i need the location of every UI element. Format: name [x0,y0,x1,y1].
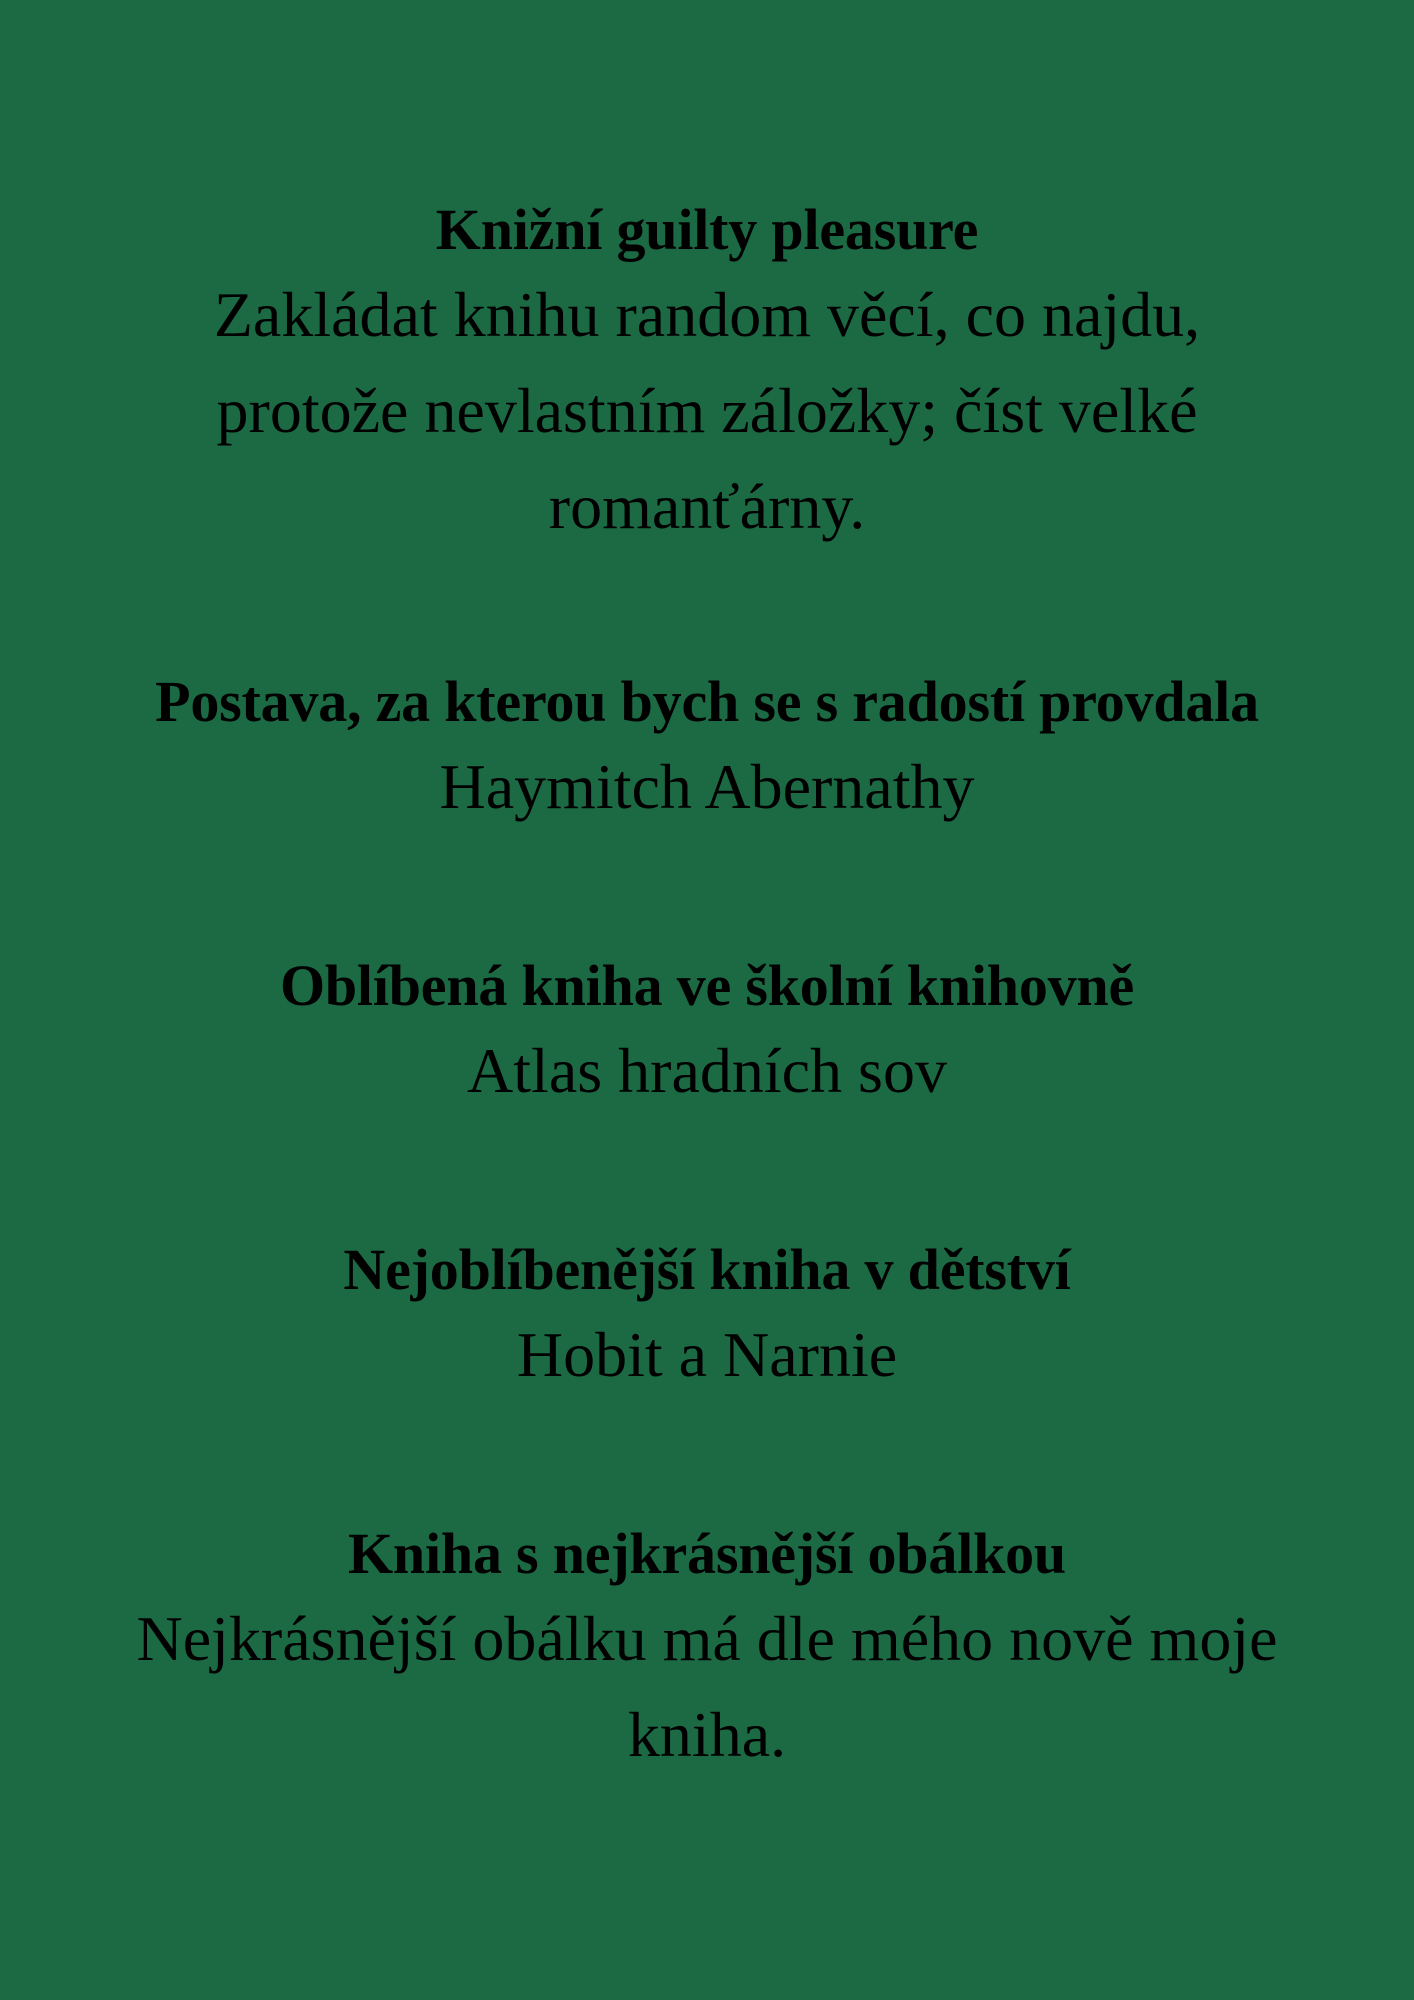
answer-text: Atlas hradních sov [467,1035,947,1106]
question-heading: Knižní guilty pleasure [435,197,979,262]
qa-section-guilty-pleasure [40,195,1374,555]
question-heading: Oblíbená kniha ve školní knihovně [279,953,1135,1018]
answer-text: Hobit a Narnie [516,1319,898,1390]
qa-section-school-library-book [40,951,1374,1119]
answer-text: Haymitch Abernathy [439,751,975,822]
question-heading: Postava, za kterou bych se s radostí provdala [155,669,1259,734]
answer-text: Nejkrásnější obálku má dle mého nově moje kniha. [136,1603,1278,1770]
question-heading: Kniha s nejkrásnější obálkou [348,1521,1066,1586]
question-heading: Nejoblíbenější kniha v dětství [343,1237,1071,1302]
qa-section-most-beautiful-cover [40,1519,1374,1783]
qa-section-childhood-book [40,1235,1374,1403]
answer-text: Zakládat knihu random věcí, co najdu, protože nevlastním záložky; číst velké romanťárny. [213,279,1201,542]
qa-section-favorite-character [40,667,1374,835]
